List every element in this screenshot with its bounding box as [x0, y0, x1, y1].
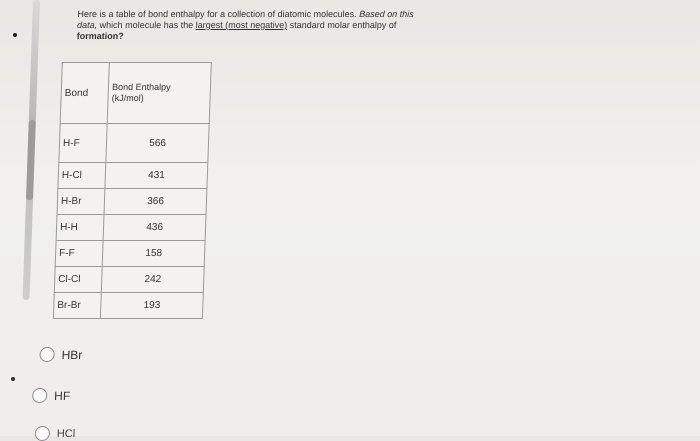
header-bond: Bond — [60, 63, 109, 124]
table-row — [55, 241, 205, 267]
table-row — [58, 163, 208, 189]
bond-cell: H-F — [59, 124, 108, 163]
radio-unselected-icon[interactable] — [35, 426, 51, 441]
enthalpy-cell: 436 — [103, 215, 206, 241]
option-hcl[interactable] — [35, 426, 76, 441]
bond-cell: H-Br — [57, 189, 105, 215]
enthalpy-cell: 193 — [101, 293, 204, 319]
table-row — [54, 267, 204, 293]
enthalpy-cell: 242 — [101, 267, 204, 293]
enthalpy-cell: 366 — [104, 189, 207, 215]
table-row — [56, 215, 206, 241]
radio-unselected-icon[interactable] — [39, 347, 55, 362]
option-label: HF — [53, 388, 71, 403]
option-hf[interactable] — [32, 388, 71, 403]
table-row — [53, 293, 203, 319]
enthalpy-cell: 431 — [105, 163, 208, 189]
header-enthalpy: Bond Enthalpy (kJ/mol) — [107, 63, 211, 124]
table-row — [59, 124, 209, 163]
enthalpy-cell: 158 — [102, 241, 205, 267]
bond-cell: Br-Br — [53, 293, 101, 319]
radio-unselected-icon[interactable] — [32, 388, 48, 403]
bond-enthalpy-table — [53, 62, 212, 319]
option-label: HBr — [61, 347, 83, 362]
option-label: HCl — [56, 427, 76, 440]
table-row — [57, 189, 207, 215]
bond-cell: H-Cl — [58, 163, 106, 189]
question-text: Here is a table of bond enthalpy for a collection of diatomic molecules. Based on this data, which molecule has the largest (most negative) standard molar enthalpy of formation? — [76, 9, 414, 41]
table-header-row — [60, 63, 211, 124]
enthalpy-cell: 566 — [106, 124, 209, 163]
bond-cell: F-F — [55, 241, 103, 267]
scroll-bar[interactable] — [23, 0, 40, 300]
scroll-thumb[interactable] — [26, 120, 36, 200]
bond-cell: Cl-Cl — [54, 267, 102, 293]
bond-cell: H-H — [56, 215, 104, 241]
option-hbr[interactable] — [39, 347, 82, 362]
